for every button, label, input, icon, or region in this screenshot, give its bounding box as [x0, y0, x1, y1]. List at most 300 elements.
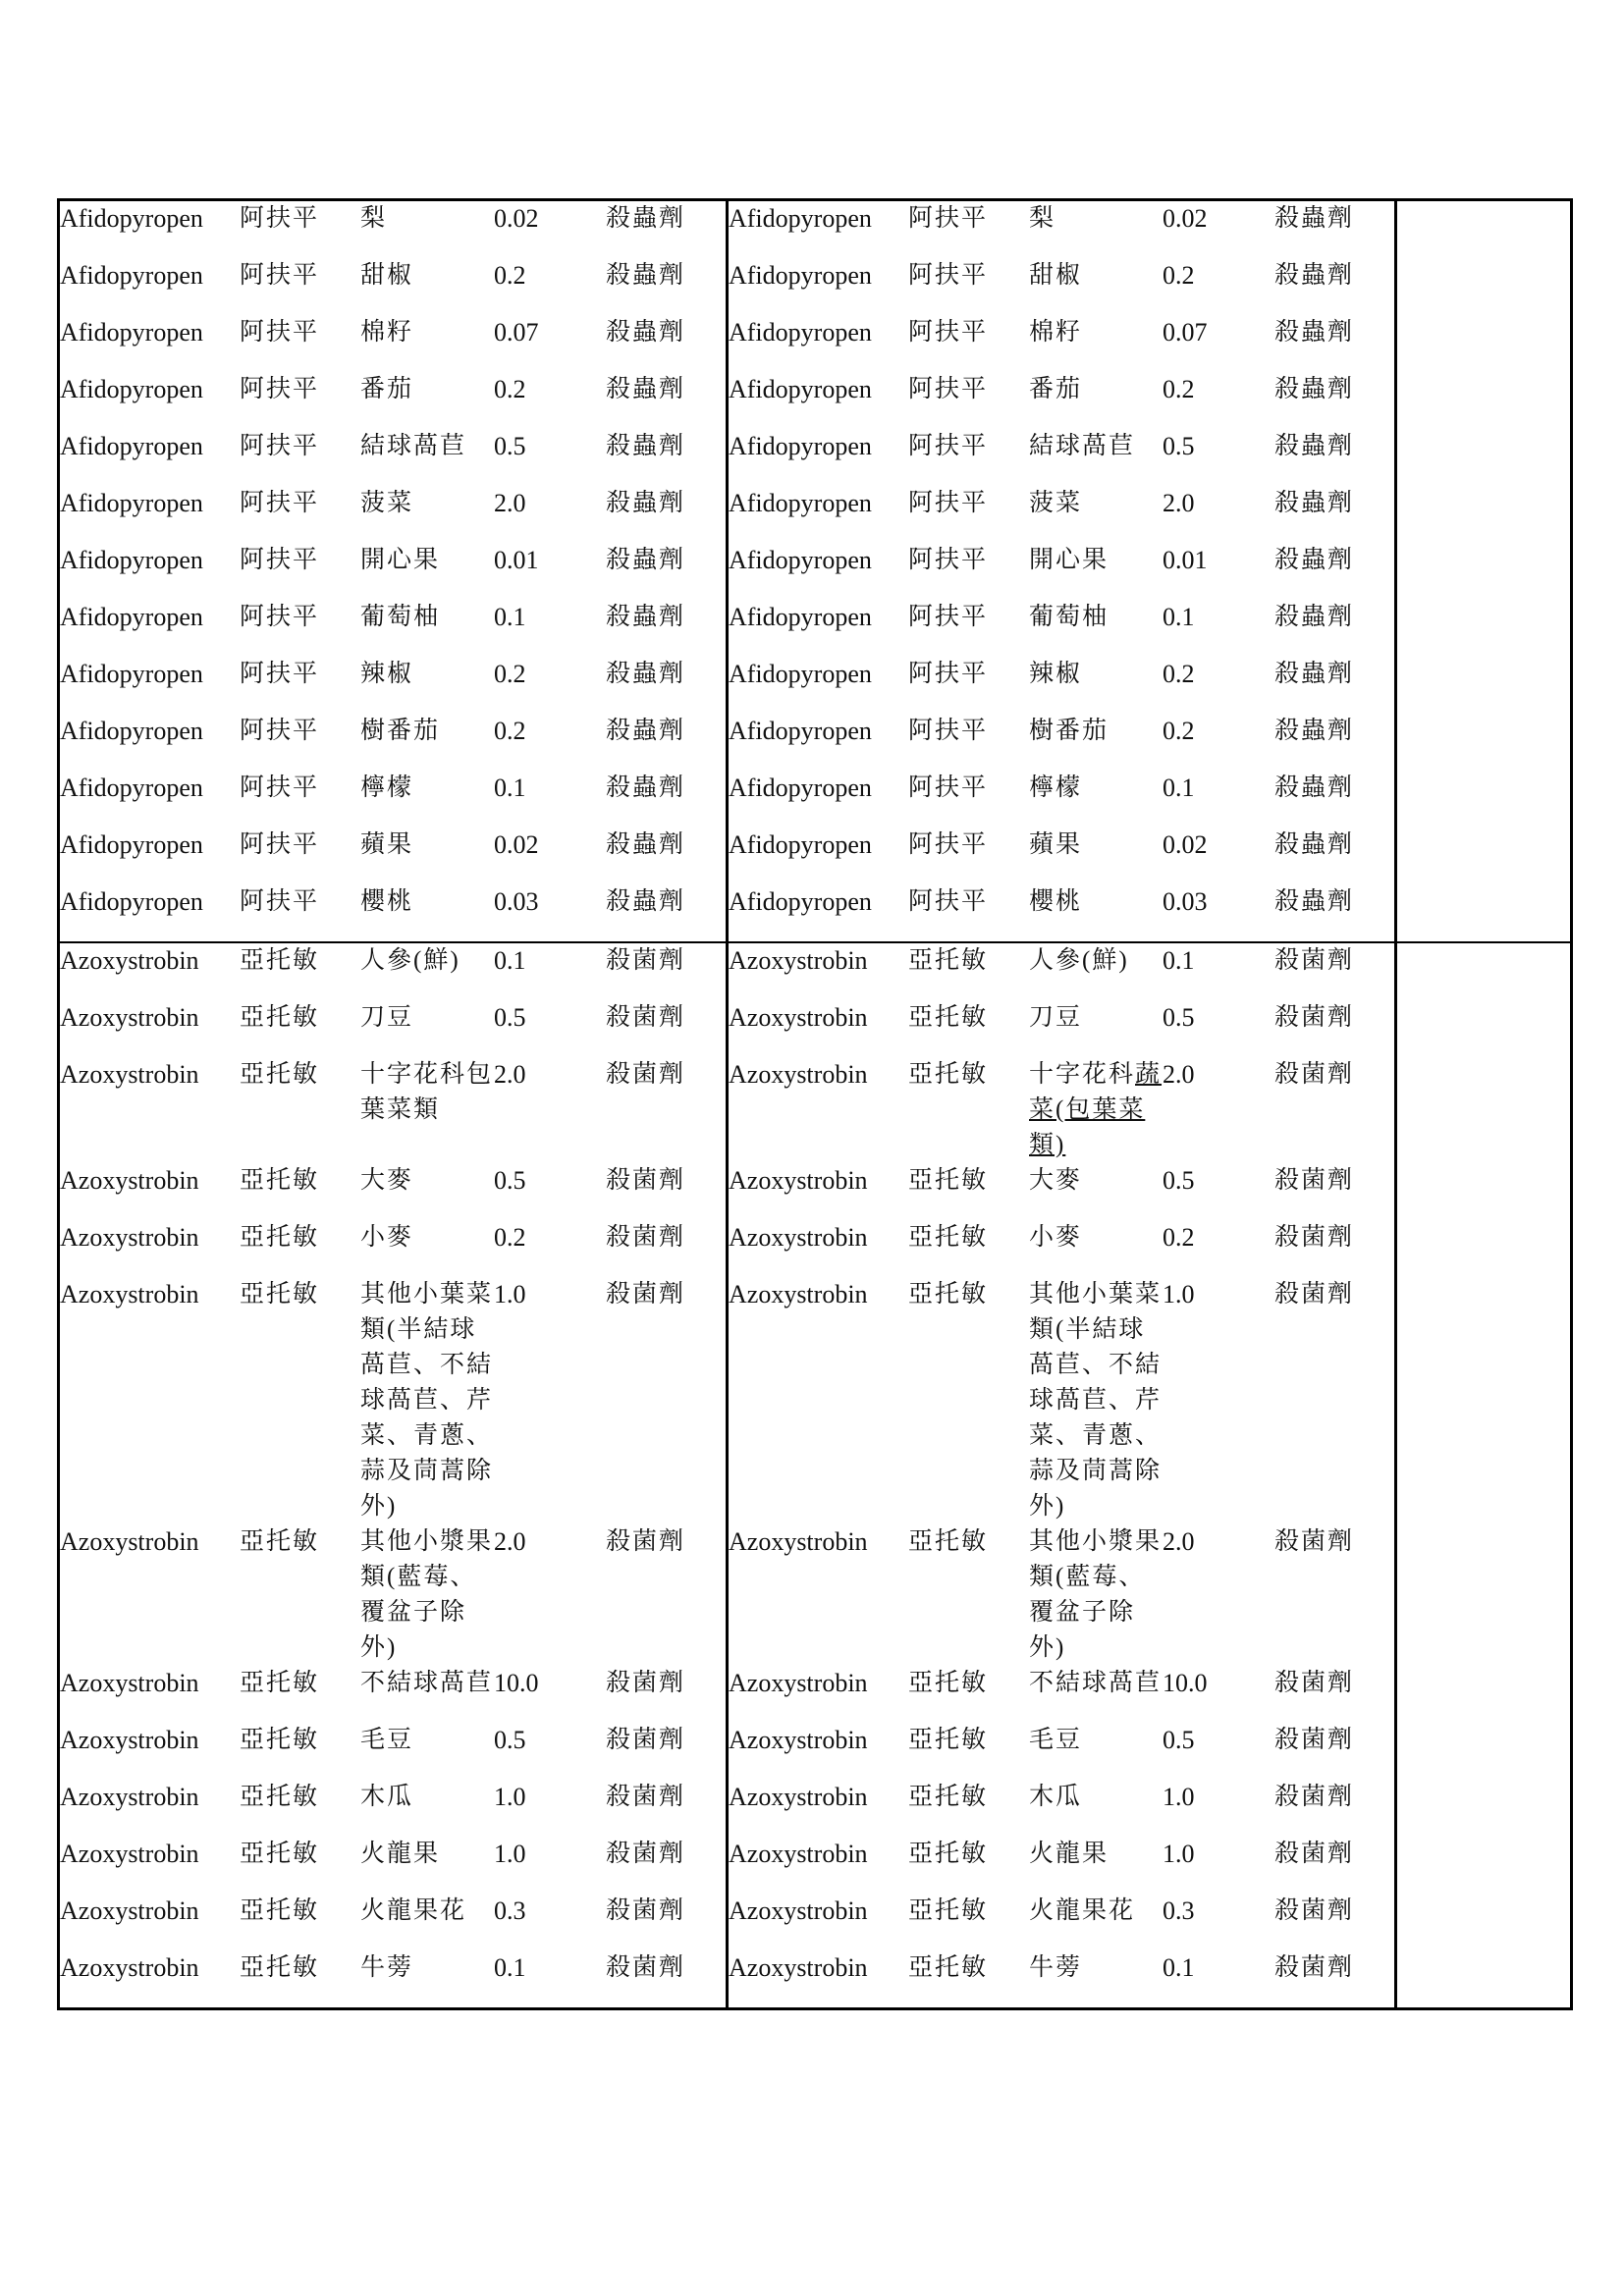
- left-crop: 番茄: [360, 376, 414, 402]
- left-english-name: Azoxystrobin: [60, 1280, 199, 1308]
- left-column-cell: [59, 200, 728, 259]
- left-chinese-name: 阿扶平: [240, 604, 320, 630]
- right-column-cell: [728, 1894, 1396, 1950]
- right-entry: [729, 1524, 1397, 1666]
- left-crop: 樹番茄: [360, 718, 441, 744]
- left-mrl-value: 0.02: [494, 830, 539, 859]
- left-chinese-name: 阿扶平: [240, 661, 320, 687]
- right-english-name: Afidopyropen: [729, 603, 872, 631]
- right-chinese-name: 亞托敏: [908, 1841, 989, 1867]
- right-entry: [729, 315, 1397, 372]
- left-column-cell: [59, 1163, 728, 1220]
- left-pesticide-class: 殺蟲劑: [606, 433, 686, 459]
- left-mrl-value: 0.1: [494, 774, 526, 802]
- right-chinese-name: 亞托敏: [908, 1784, 989, 1810]
- left-crop: 小麥: [360, 1224, 414, 1251]
- remarks-cell: [1396, 1277, 1572, 1524]
- left-english-name: Afidopyropen: [60, 261, 203, 290]
- right-english-name: Afidopyropen: [729, 774, 872, 802]
- right-column-cell: [728, 315, 1396, 372]
- remarks-cell: [1396, 258, 1572, 315]
- left-english-name: Azoxystrobin: [60, 1669, 199, 1697]
- remarks-cell: [1396, 884, 1572, 942]
- right-pesticide-class: 殺蟲劑: [1274, 547, 1355, 573]
- left-column-cell: [59, 771, 728, 828]
- left-entry: [60, 201, 729, 258]
- right-pesticide-class: 殺蟲劑: [1274, 604, 1355, 630]
- right-column-cell: [728, 600, 1396, 657]
- table-row: [59, 1277, 1572, 1524]
- table-row: [59, 1057, 1572, 1163]
- right-mrl-value: 0.3: [1163, 1896, 1195, 1925]
- right-mrl-value: 1.0: [1163, 1280, 1195, 1308]
- right-mrl-value: 2.0: [1163, 489, 1195, 517]
- right-mrl-value: 0.1: [1163, 603, 1195, 631]
- left-mrl-value: 1.0: [494, 1783, 526, 1811]
- right-column-cell: [728, 714, 1396, 771]
- right-column-cell: [728, 1057, 1396, 1163]
- right-entry: [729, 1894, 1397, 1950]
- left-mrl-value: 0.2: [494, 375, 526, 403]
- right-column-cell: [728, 657, 1396, 714]
- left-chinese-name: 阿扶平: [240, 831, 320, 858]
- left-column-cell: [59, 884, 728, 942]
- left-crop: 牛蒡: [360, 1954, 414, 1981]
- right-english-name: Azoxystrobin: [729, 1003, 868, 1032]
- right-chinese-name: 阿扶平: [908, 831, 989, 858]
- right-english-name: Afidopyropen: [729, 660, 872, 688]
- right-pesticide-class: 殺菌劑: [1274, 1954, 1355, 1981]
- right-english-name: Afidopyropen: [729, 318, 872, 347]
- right-entry: [729, 1950, 1397, 2007]
- remarks-cell: [1396, 1220, 1572, 1277]
- left-crop: 檸檬: [360, 774, 414, 801]
- left-crop: 十字花科包葉菜類: [360, 1061, 494, 1123]
- right-entry: [729, 1666, 1397, 1723]
- left-crop: 棉籽: [360, 319, 414, 346]
- right-column-cell: [728, 1220, 1396, 1277]
- left-english-name: Afidopyropen: [60, 603, 203, 631]
- right-pesticide-class: 殺菌劑: [1274, 1167, 1355, 1194]
- left-crop: 葡萄柚: [360, 604, 441, 630]
- left-pesticide-class: 殺菌劑: [606, 1167, 686, 1194]
- right-mrl-value: 1.0: [1163, 1840, 1195, 1868]
- right-english-name: Afidopyropen: [729, 887, 872, 916]
- right-mrl-value: 0.03: [1163, 887, 1208, 916]
- right-chinese-name: 阿扶平: [908, 319, 989, 346]
- left-entry: [60, 1837, 729, 1894]
- left-chinese-name: 阿扶平: [240, 319, 320, 346]
- right-chinese-name: 阿扶平: [908, 433, 989, 459]
- left-mrl-value: 0.1: [494, 946, 526, 975]
- left-mrl-value: 10.0: [494, 1669, 539, 1697]
- left-entry: [60, 1277, 729, 1524]
- right-crop: 棉籽: [1029, 319, 1083, 346]
- left-mrl-value: 0.02: [494, 204, 539, 233]
- right-english-name: Azoxystrobin: [729, 1223, 868, 1252]
- right-pesticide-class: 殺蟲劑: [1274, 888, 1355, 915]
- left-chinese-name: 阿扶平: [240, 718, 320, 744]
- left-column-cell: [59, 1780, 728, 1837]
- right-column-cell: [728, 258, 1396, 315]
- right-english-name: Afidopyropen: [729, 375, 872, 403]
- right-crop: 辣椒: [1029, 661, 1083, 687]
- right-entry: [729, 1277, 1397, 1524]
- left-column-cell: [59, 657, 728, 714]
- right-crop: 梨: [1029, 205, 1056, 232]
- table-row: [59, 200, 1572, 259]
- left-column-cell: [59, 942, 728, 1000]
- right-column-cell: [728, 1000, 1396, 1057]
- left-pesticide-class: 殺蟲劑: [606, 490, 686, 516]
- left-pesticide-class: 殺菌劑: [606, 1784, 686, 1810]
- right-entry: [729, 372, 1397, 429]
- right-pesticide-class: 殺菌劑: [1274, 1528, 1355, 1555]
- left-entry: [60, 1723, 729, 1780]
- left-entry: [60, 1666, 729, 1723]
- right-pesticide-class: 殺蟲劑: [1274, 262, 1355, 289]
- right-mrl-value: 0.2: [1163, 1223, 1195, 1252]
- left-entry: [60, 486, 729, 543]
- right-pesticide-class: 殺菌劑: [1274, 947, 1355, 974]
- right-english-name: Azoxystrobin: [729, 1669, 868, 1697]
- left-crop: 辣椒: [360, 661, 414, 687]
- right-column-cell: [728, 1837, 1396, 1894]
- table-row: [59, 429, 1572, 486]
- left-chinese-name: 亞托敏: [240, 1727, 320, 1753]
- left-entry: [60, 543, 729, 600]
- left-entry: [60, 714, 729, 771]
- table-row: [59, 1894, 1572, 1950]
- left-english-name: Azoxystrobin: [60, 946, 199, 975]
- right-pesticide-class: 殺菌劑: [1274, 1004, 1355, 1031]
- right-english-name: Afidopyropen: [729, 261, 872, 290]
- right-column-cell: [728, 429, 1396, 486]
- left-chinese-name: 阿扶平: [240, 490, 320, 516]
- right-english-name: Afidopyropen: [729, 717, 872, 745]
- left-chinese-name: 阿扶平: [240, 888, 320, 915]
- left-column-cell: [59, 486, 728, 543]
- left-english-name: Azoxystrobin: [60, 1726, 199, 1754]
- left-pesticide-class: 殺蟲劑: [606, 262, 686, 289]
- table-row: [59, 486, 1572, 543]
- remarks-cell: [1396, 200, 1572, 259]
- left-entry: [60, 1163, 729, 1220]
- table-row: [59, 1950, 1572, 2009]
- right-column-cell: [728, 884, 1396, 942]
- right-entry: [729, 600, 1397, 657]
- right-column-cell: [728, 486, 1396, 543]
- right-entry: [729, 657, 1397, 714]
- remarks-cell: [1396, 771, 1572, 828]
- remarks-cell: [1396, 1837, 1572, 1894]
- right-entry: [729, 201, 1397, 258]
- right-chinese-name: 阿扶平: [908, 604, 989, 630]
- right-pesticide-class: 殺蟲劑: [1274, 433, 1355, 459]
- left-pesticide-class: 殺菌劑: [606, 1224, 686, 1251]
- right-entry: [729, 1163, 1397, 1220]
- right-chinese-name: 亞托敏: [908, 1004, 989, 1031]
- left-mrl-value: 0.5: [494, 432, 526, 460]
- right-entry: [729, 828, 1397, 884]
- right-crop: 開心果: [1029, 547, 1110, 573]
- left-column-cell: [59, 1524, 728, 1666]
- left-pesticide-class: 殺菌劑: [606, 1954, 686, 1981]
- left-pesticide-class: 殺蟲劑: [606, 604, 686, 630]
- right-mrl-value: 2.0: [1163, 1527, 1195, 1556]
- left-mrl-value: 0.1: [494, 1953, 526, 1982]
- left-column-cell: [59, 543, 728, 600]
- right-english-name: Azoxystrobin: [729, 946, 868, 975]
- right-column-cell: [728, 942, 1396, 1000]
- left-column-cell: [59, 315, 728, 372]
- left-mrl-value: 2.0: [494, 1527, 526, 1556]
- right-mrl-value: 0.2: [1163, 375, 1195, 403]
- right-chinese-name: 亞托敏: [908, 947, 989, 974]
- remarks-cell: [1396, 1894, 1572, 1950]
- remarks-cell: [1396, 1666, 1572, 1723]
- left-column-cell: [59, 1666, 728, 1723]
- left-chinese-name: 亞托敏: [240, 1954, 320, 1981]
- left-mrl-value: 2.0: [494, 1060, 526, 1089]
- right-chinese-name: 亞托敏: [908, 1224, 989, 1251]
- right-column-cell: [728, 1666, 1396, 1723]
- left-english-name: Azoxystrobin: [60, 1840, 199, 1868]
- left-english-name: Azoxystrobin: [60, 1003, 199, 1032]
- left-column-cell: [59, 1220, 728, 1277]
- left-column-cell: [59, 1277, 728, 1524]
- left-english-name: Azoxystrobin: [60, 1060, 199, 1089]
- right-pesticide-class: 殺蟲劑: [1274, 205, 1355, 232]
- left-pesticide-class: 殺蟲劑: [606, 831, 686, 858]
- right-crop-underlined-text: 蔬菜(包葉菜類): [1029, 1061, 1163, 1158]
- left-crop: 人參(鮮): [360, 947, 460, 974]
- left-chinese-name: 亞托敏: [240, 1061, 320, 1088]
- left-english-name: Afidopyropen: [60, 489, 203, 517]
- right-english-name: Afidopyropen: [729, 204, 872, 233]
- left-chinese-name: 亞托敏: [240, 1004, 320, 1031]
- left-entry: [60, 429, 729, 486]
- right-pesticide-class: 殺蟲劑: [1274, 490, 1355, 516]
- table-row: [59, 884, 1572, 942]
- left-chinese-name: 亞托敏: [240, 1281, 320, 1308]
- left-english-name: Azoxystrobin: [60, 1166, 199, 1195]
- right-crop-text: 十字花科: [1029, 1061, 1136, 1088]
- left-column-cell: [59, 429, 728, 486]
- left-crop: 火龍果花: [360, 1897, 467, 1924]
- left-entry: [60, 657, 729, 714]
- right-mrl-value: 0.1: [1163, 774, 1195, 802]
- left-crop: 其他小漿果類(藍莓、覆盆子除外): [360, 1528, 494, 1661]
- right-pesticide-class: 殺蟲劑: [1274, 774, 1355, 801]
- right-entry: [729, 543, 1397, 600]
- right-mrl-value: 0.5: [1163, 1726, 1195, 1754]
- remarks-cell: [1396, 1163, 1572, 1220]
- left-crop: 蘋果: [360, 831, 414, 858]
- left-entry: [60, 1057, 729, 1128]
- left-mrl-value: 2.0: [494, 489, 526, 517]
- right-pesticide-class: 殺菌劑: [1274, 1841, 1355, 1867]
- left-entry: [60, 1220, 729, 1277]
- right-mrl-value: 10.0: [1163, 1669, 1208, 1697]
- right-chinese-name: 亞托敏: [908, 1528, 989, 1555]
- left-chinese-name: 阿扶平: [240, 433, 320, 459]
- left-mrl-value: 1.0: [494, 1280, 526, 1308]
- left-pesticide-class: 殺蟲劑: [606, 774, 686, 801]
- remarks-cell: [1396, 657, 1572, 714]
- right-column-cell: [728, 1524, 1396, 1666]
- left-pesticide-class: 殺菌劑: [606, 947, 686, 974]
- remarks-cell: [1396, 429, 1572, 486]
- right-pesticide-class: 殺菌劑: [1274, 1224, 1355, 1251]
- right-english-name: Azoxystrobin: [729, 1896, 868, 1925]
- mrl-comparison-table: [57, 198, 1573, 2010]
- left-mrl-value: 0.2: [494, 1223, 526, 1252]
- right-english-name: Afidopyropen: [729, 830, 872, 859]
- right-crop: 木瓜: [1029, 1784, 1083, 1810]
- left-crop: 火龍果: [360, 1841, 441, 1867]
- left-column-cell: [59, 1950, 728, 2009]
- left-chinese-name: 亞托敏: [240, 1784, 320, 1810]
- left-crop: 其他小葉菜類(半結球萵苣、不結球萵苣、芹菜、青蔥、蒜及茼蒿除外): [360, 1281, 494, 1520]
- right-mrl-value: 0.1: [1163, 1953, 1195, 1982]
- right-crop: 刀豆: [1029, 1004, 1083, 1031]
- right-crop: 甜椒: [1029, 262, 1083, 289]
- table-row: [59, 1666, 1572, 1723]
- right-chinese-name: 亞托敏: [908, 1897, 989, 1924]
- right-crop: 番茄: [1029, 376, 1083, 402]
- right-mrl-value: 0.5: [1163, 1166, 1195, 1195]
- left-chinese-name: 阿扶平: [240, 547, 320, 573]
- table-row: [59, 1837, 1572, 1894]
- remarks-cell: [1396, 1057, 1572, 1163]
- left-pesticide-class: 殺蟲劑: [606, 547, 686, 573]
- right-chinese-name: 亞托敏: [908, 1954, 989, 1981]
- left-mrl-value: 0.1: [494, 603, 526, 631]
- left-column-cell: [59, 1057, 728, 1163]
- right-pesticide-class: 殺蟲劑: [1274, 376, 1355, 402]
- left-mrl-value: 0.07: [494, 318, 539, 347]
- left-mrl-value: 1.0: [494, 1840, 526, 1868]
- table-row: [59, 1163, 1572, 1220]
- right-english-name: Azoxystrobin: [729, 1953, 868, 1982]
- table-row: [59, 543, 1572, 600]
- right-entry: [729, 1000, 1397, 1057]
- remarks-cell: [1396, 714, 1572, 771]
- right-crop: 不結球萵苣: [1029, 1670, 1163, 1696]
- right-crop: 大麥: [1029, 1167, 1083, 1194]
- right-column-cell: [728, 543, 1396, 600]
- right-chinese-name: 阿扶平: [908, 547, 989, 573]
- left-chinese-name: 亞托敏: [240, 1897, 320, 1924]
- remarks-cell: [1396, 372, 1572, 429]
- left-crop: 梨: [360, 205, 388, 232]
- right-chinese-name: 亞托敏: [908, 1281, 989, 1308]
- table-row: [59, 828, 1572, 884]
- left-english-name: Afidopyropen: [60, 432, 203, 460]
- left-chinese-name: 亞托敏: [240, 1224, 320, 1251]
- right-english-name: Afidopyropen: [729, 546, 872, 574]
- right-entry: [729, 714, 1397, 771]
- table-row: [59, 771, 1572, 828]
- remarks-cell: [1396, 1000, 1572, 1057]
- right-entry: [729, 1780, 1397, 1837]
- remarks-cell: [1396, 600, 1572, 657]
- right-mrl-value: 0.5: [1163, 1003, 1195, 1032]
- left-mrl-value: 0.03: [494, 887, 539, 916]
- left-entry: [60, 1524, 729, 1666]
- left-crop: 不結球萵苣: [360, 1670, 494, 1696]
- right-entry: [729, 429, 1397, 486]
- left-pesticide-class: 殺菌劑: [606, 1061, 686, 1088]
- right-chinese-name: 亞托敏: [908, 1167, 989, 1194]
- right-crop: 其他小葉菜類(半結球萵苣、不結球萵苣、芹菜、青蔥、蒜及茼蒿除外): [1029, 1281, 1163, 1520]
- right-chinese-name: 阿扶平: [908, 718, 989, 744]
- right-column-cell: [728, 1723, 1396, 1780]
- left-pesticide-class: 殺蟲劑: [606, 661, 686, 687]
- right-crop: 毛豆: [1029, 1727, 1083, 1753]
- remarks-cell: [1396, 1780, 1572, 1837]
- remarks-cell: [1396, 942, 1572, 1000]
- remarks-cell: [1396, 1524, 1572, 1666]
- right-entry: [729, 884, 1397, 941]
- left-crop: 櫻桃: [360, 888, 414, 915]
- left-column-cell: [59, 1894, 728, 1950]
- right-crop: 火龍果花: [1029, 1897, 1136, 1924]
- left-pesticide-class: 殺蟲劑: [606, 376, 686, 402]
- right-entry: [729, 771, 1397, 828]
- right-pesticide-class: 殺蟲劑: [1274, 319, 1355, 346]
- left-crop: 毛豆: [360, 1727, 414, 1753]
- right-crop: 檸檬: [1029, 774, 1083, 801]
- right-crop: 其他小漿果類(藍莓、覆盆子除外): [1029, 1528, 1163, 1661]
- left-entry: [60, 771, 729, 828]
- right-english-name: Azoxystrobin: [729, 1527, 868, 1556]
- left-entry: [60, 1950, 729, 2007]
- right-crop: 葡萄柚: [1029, 604, 1110, 630]
- right-pesticide-class: 殺菌劑: [1274, 1784, 1355, 1810]
- table-row: [59, 657, 1572, 714]
- right-entry: [729, 1837, 1397, 1894]
- table-row: [59, 1723, 1572, 1780]
- right-chinese-name: 阿扶平: [908, 774, 989, 801]
- right-english-name: Azoxystrobin: [729, 1060, 868, 1089]
- left-crop: 結球萵苣: [360, 433, 467, 459]
- right-pesticide-class: 殺菌劑: [1274, 1727, 1355, 1753]
- left-entry: [60, 884, 729, 941]
- table-row: [59, 714, 1572, 771]
- left-pesticide-class: 殺蟲劑: [606, 888, 686, 915]
- left-column-cell: [59, 828, 728, 884]
- right-english-name: Afidopyropen: [729, 432, 872, 460]
- right-chinese-name: 亞托敏: [908, 1727, 989, 1753]
- left-english-name: Azoxystrobin: [60, 1527, 199, 1556]
- right-mrl-value: 0.1: [1163, 946, 1195, 975]
- left-pesticide-class: 殺菌劑: [606, 1897, 686, 1924]
- right-english-name: Azoxystrobin: [729, 1783, 868, 1811]
- table-row: [59, 258, 1572, 315]
- right-entry: [729, 943, 1397, 1000]
- left-mrl-value: 0.5: [494, 1166, 526, 1195]
- right-chinese-name: 阿扶平: [908, 262, 989, 289]
- left-crop: 大麥: [360, 1167, 414, 1194]
- left-column-cell: [59, 714, 728, 771]
- table-row: [59, 315, 1572, 372]
- left-crop: 甜椒: [360, 262, 414, 289]
- right-english-name: Azoxystrobin: [729, 1280, 868, 1308]
- left-chinese-name: 亞托敏: [240, 1167, 320, 1194]
- table-row: [59, 942, 1572, 1000]
